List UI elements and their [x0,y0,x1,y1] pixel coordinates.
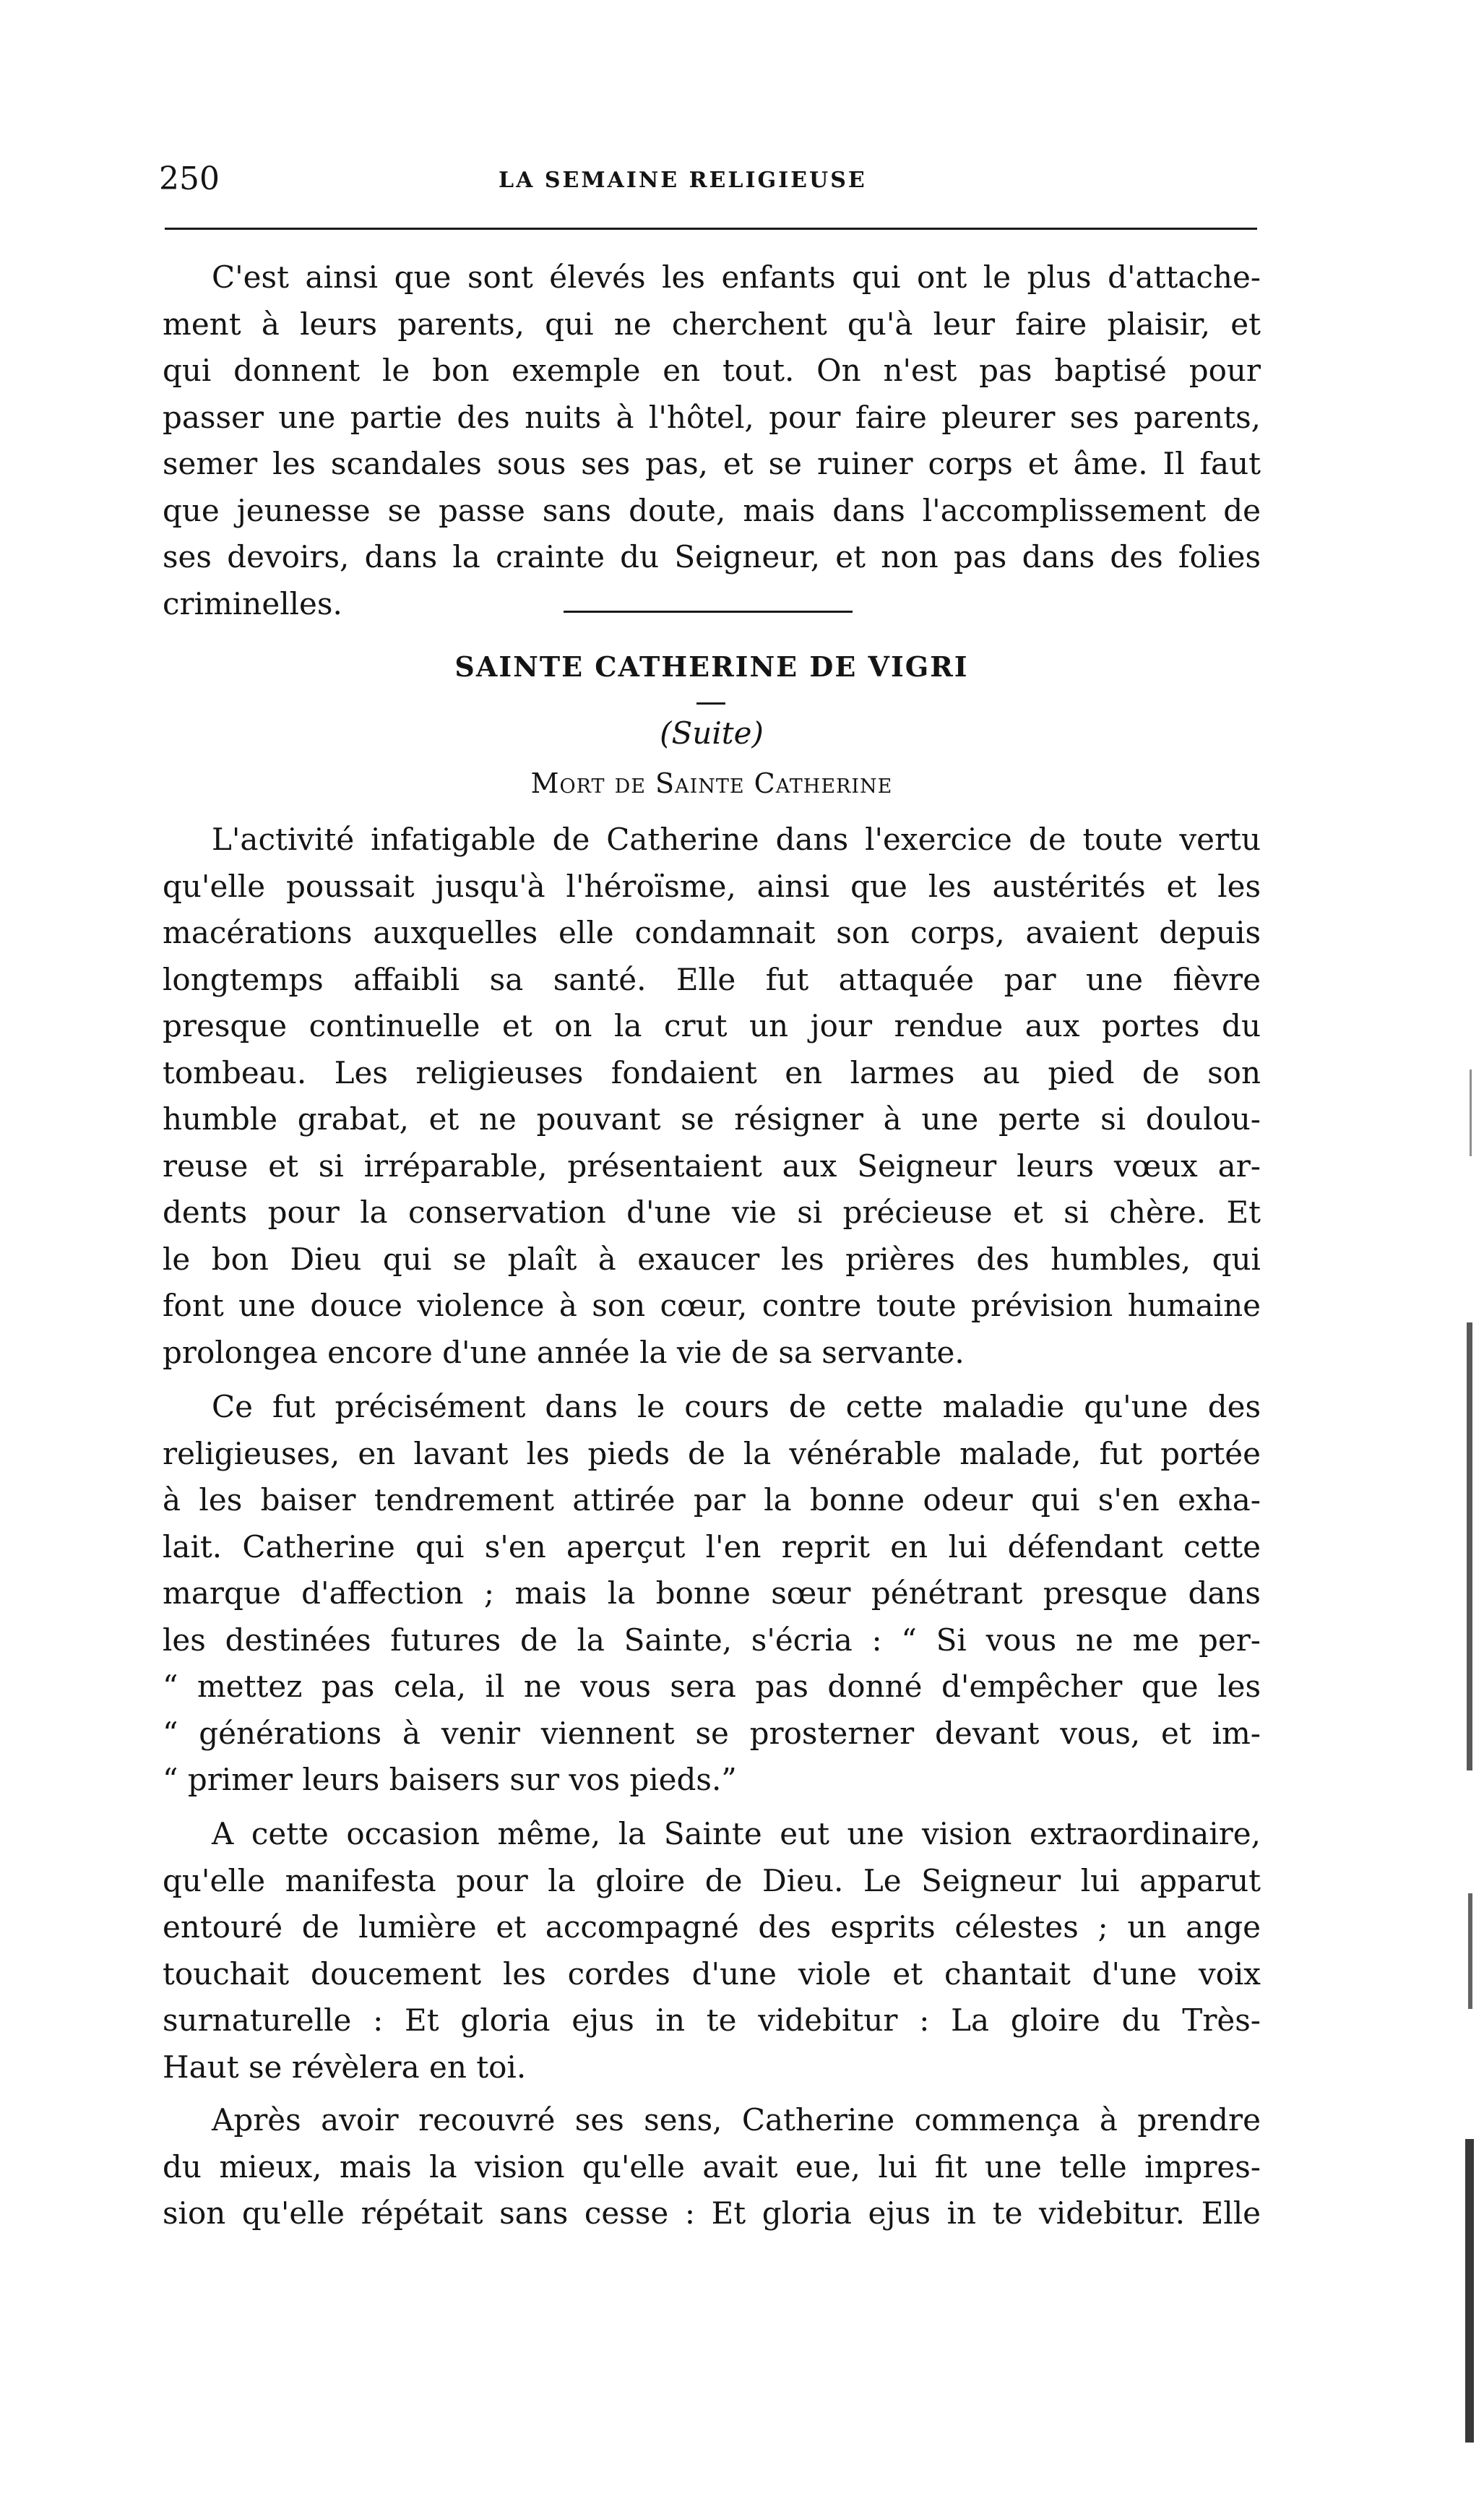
text-line: ses devoirs, dans la crainte du Seigneur, et non pas dans des folies [163,539,1261,574]
paragraph [163,1811,1261,2091]
text-line: presque continuelle et on la crut un jour rendue aux portes du [163,1008,1261,1043]
text-line: qui donnent le bon exemple en tout. On n'est pas baptisé pour [163,353,1261,388]
text-line: à les baiser tendrement attirée par la bonne odeur qui s'en exha- [163,1482,1261,1518]
text-line: “ mettez pas cela, il ne vous sera pas donné d'empêcher que les [163,1669,1261,1704]
text-line: longtemps affaibli sa santé. Elle fut attaquée par une fièvre [163,961,1261,997]
text-line: Ce fut précisément dans le cours de cette maladie qu'une des [212,1389,1261,1424]
text-line: “ primer leurs baisers sur vos pieds.” [163,1762,737,1797]
text-line: L'activité infatigable de Catherine dans l'exercice de toute vertu [212,822,1261,857]
paragraph [163,1384,1261,1804]
text-line: touchait doucement les cordes d'une viole et chantait d'une voix [163,1955,1261,1992]
text-line: Après avoir recouvré ses sens, Catherine commença à prendre [212,2102,1261,2138]
text-line: Haut se révèlera en toi. [163,2049,527,2085]
text-line: criminelles. [163,585,342,621]
text-line: dents pour la conservation d'une vie si précieuse et si chère. Et [163,1195,1261,1230]
scan-artifact [1465,2139,1474,2443]
text-line: ment à leurs parents, qui ne cherchent qu'à leur faire plaisir, et [163,306,1261,342]
text-line: que jeunesse se passe sans doute, mais dans l'accomplissement de [163,492,1261,528]
text-line: prolongea encore d'une année la vie de sa servante. [163,1334,965,1370]
chapter-title: SAINTE CATHERINE DE VIGRI [454,650,969,683]
text-line: “ générations à venir viennent se prosterner devant vous, et im- [163,1715,1261,1751]
text-line: reuse et si irréparable, présentaient aux Seigneur leurs vœux ar- [163,1148,1261,1184]
text-line: qu'elle manifesta pour la gloire de Dieu. Le Seigneur lui apparut [163,1862,1261,1898]
text-line: lait. Catherine qui s'en aperçut l'en reprit en lui défendant cette [163,1528,1261,1565]
text-line: font une douce violence à son cœur, contre toute prévision humaine [163,1288,1261,1323]
text-line: tombeau. Les religieuses fondaient en larmes au pied de son [163,1054,1261,1090]
header-rule [165,228,1257,230]
text-line: humble grabat, et ne pouvant se résigner à une perte si doulou- [163,1101,1261,1137]
running-title: LA SEMAINE RELIGIEUSE [499,168,867,193]
text-line: semer les scandales sous ses pas, et se ruiner corps et âme. Il faut [163,446,1261,481]
text-line: du mieux, mais la vision qu'elle avait eue, lui fit une telle impres- [163,2148,1261,2185]
scan-artifact [1467,1322,1472,1770]
text-line: le bon Dieu qui se plaît à exaucer les prières des humbles, qui [163,1241,1261,1277]
chapter-subtitle: (Suite) [660,715,764,751]
paragraph [163,2097,1261,2237]
text-line: passer une partie des nuits à l'hôtel, pour faire pleurer ses parents, [163,399,1261,435]
scan-artifact [1470,1070,1472,1156]
section-divider [564,611,853,613]
running-header [159,160,1257,211]
text-line: sion qu'elle répétait sans cesse : Et gloria ejus in te videbitur. Elle [163,2195,1261,2231]
text-line: religieuses, en lavant les pieds de la vénérable malade, fut portée [163,1435,1261,1471]
paragraph [163,817,1261,1376]
text-line: C'est ainsi que sont élevés les enfants qui ont le plus d'attache- [212,259,1261,295]
text-line: A cette occasion même, la Sainte eut une vision extraordinaire, [212,1816,1261,1851]
text-line: qu'elle poussait jusqu'à l'héroïsme, ainsi que les austérités et les [163,868,1261,904]
title-dash [696,702,725,705]
text-line: macérations auxquelles elle condamnait son corps, avaient depuis [163,915,1261,950]
intro-paragraph [163,254,1261,627]
text-line: entouré de lumière et accompagné des esprits célestes ; un ange [163,1909,1261,1945]
text-line: surnaturelle : Et gloria ejus in te videbitur : La gloire du Très- [163,2002,1261,2038]
text-line: les destinées futures de la Sainte, s'écria : “ Si vous ne me per- [163,1622,1261,1658]
page-number: 250 [159,160,220,197]
scan-artifact [1468,1893,1472,2009]
section-heading: Mort de Sainte Catherine [530,767,893,799]
text-line: marque d'affection ; mais la bonne sœur pénétrant presque dans [163,1575,1261,1611]
